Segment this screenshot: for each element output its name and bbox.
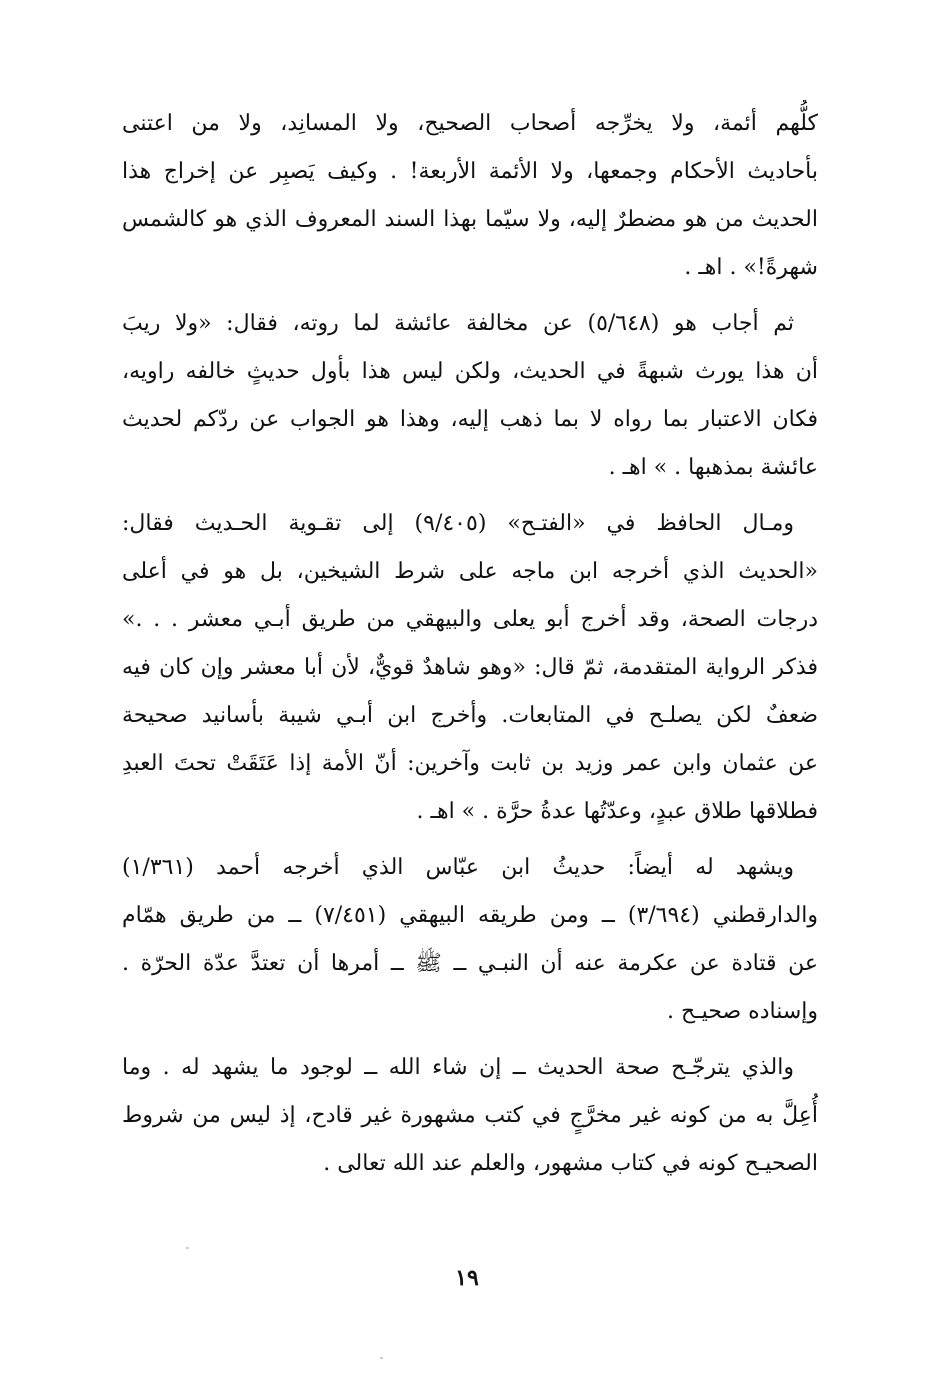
text-line: فذكر الرواية المتقدمة، ثمّ قال: «وهو شاهدٌ قويٌّ، لأن أبا معشر وإن كان فيه [122,655,818,680]
text-line: أُعِلَّ به من كونه غير مخرَّجٍ في كتب مشهورة غير قادح، إذ ليس من شروط [122,1103,818,1128]
paragraph-2 [122,300,818,492]
text-line: كلُّهم أئمة، ولا يخرِّجه أصحاب الصحيح، ولا المسانِد، ولا من اعتنى [122,111,818,136]
paragraph-5 [122,1044,818,1188]
text-line: عن عثمان وابن عمر وزيد بن ثابت وآخرين: أنّ الأمة إذا عَتَقَتْ تحتَ العبدِ [122,751,818,776]
paragraph-gap [122,836,818,844]
text-line: بأحاديث الأحكام وجمعها، ولا الأئمة الأربعة! . وكيف يَصبِر عن إخراج هذا [122,159,818,184]
text-line: ويشهد له أيضاً: حديثُ ابن عبّاس الذي أخرجه أحمد (١/٣٦١) [122,855,794,880]
text-line: فكان الاعتبار بما رواه لا بما ذهب إليه، وهذا هو الجواب عن ردّكم لحديث [122,407,818,432]
text-line: الصحيـح كونه في كتاب مشهور، والعلم عند الله تعالى . [323,1151,818,1176]
text-line: والدارقطني (٣/٦٩٤) ــ ومن طريقه البيهقي (٧/٤٥١) ــ من طريق همّام [122,903,818,928]
paragraph-1 [122,100,818,292]
text-line: وإسناده صحيـح . [667,999,818,1024]
text-line: ثم أجاب هو (٥/٦٤٨) عن مخالفة عائشة لما روته، فقال: «ولا ريبَ [122,311,794,336]
text-line: أن هذا يورث شبهةً في الحديث، ولكن ليس هذا بأول حديثٍ خالفه راويه، [122,359,818,384]
text-line: والذي يترجّـح صحة الحديث ــ إن شاء الله ــ لوجود ما يشهد له . وما [122,1055,794,1080]
text-line: الحديث من هو مضطرٌ إليه، ولا سيّما بهذا السند المعروف الذي هو كالشمس [122,207,818,232]
text-line: فطلاقها طلاق عبدٍ، وعدّتُها عدةُ حرَّة . » اهـ . [416,799,818,824]
paragraph-4 [122,844,818,1036]
text-line: «الحديث الذي أخرجه ابن ماجه على شرط الشيخين، بل هو في أعلى [122,559,818,584]
paragraph-gap [122,1036,818,1044]
paragraph-gap [122,292,818,300]
page-number: ١٩ [455,1265,479,1291]
text-line: عن قتادة عن عكرمة عنه أن النبـي ــ ﷺ ــ أمرها أن تعتدَّ عدّة الحرّة . [122,951,818,976]
text-line: درجات الصحة، وقد أخرج أبو يعلى والبيهقي من طريق أبـي معشر . . .» [122,607,818,632]
scan-speck [186,1247,189,1249]
paragraph-3 [122,500,818,836]
text-line: شهرةً!» . اهـ . [684,255,818,280]
body-text [122,100,818,1188]
text-line: ضعفٌ لكن يصلـح في المتابعات. وأخرج ابن أبـي شيبة بأسانيد صحيحة [122,703,818,728]
scan-speck [380,1357,383,1359]
text-line: ومـال الحافظ في «الفتـح» (٩/٤٠٥) إلى تقـوية الحـديث فقال: [122,511,795,536]
text-line: عائشة بمذهبها . » اهـ . [608,455,818,480]
paragraph-gap [122,492,818,500]
